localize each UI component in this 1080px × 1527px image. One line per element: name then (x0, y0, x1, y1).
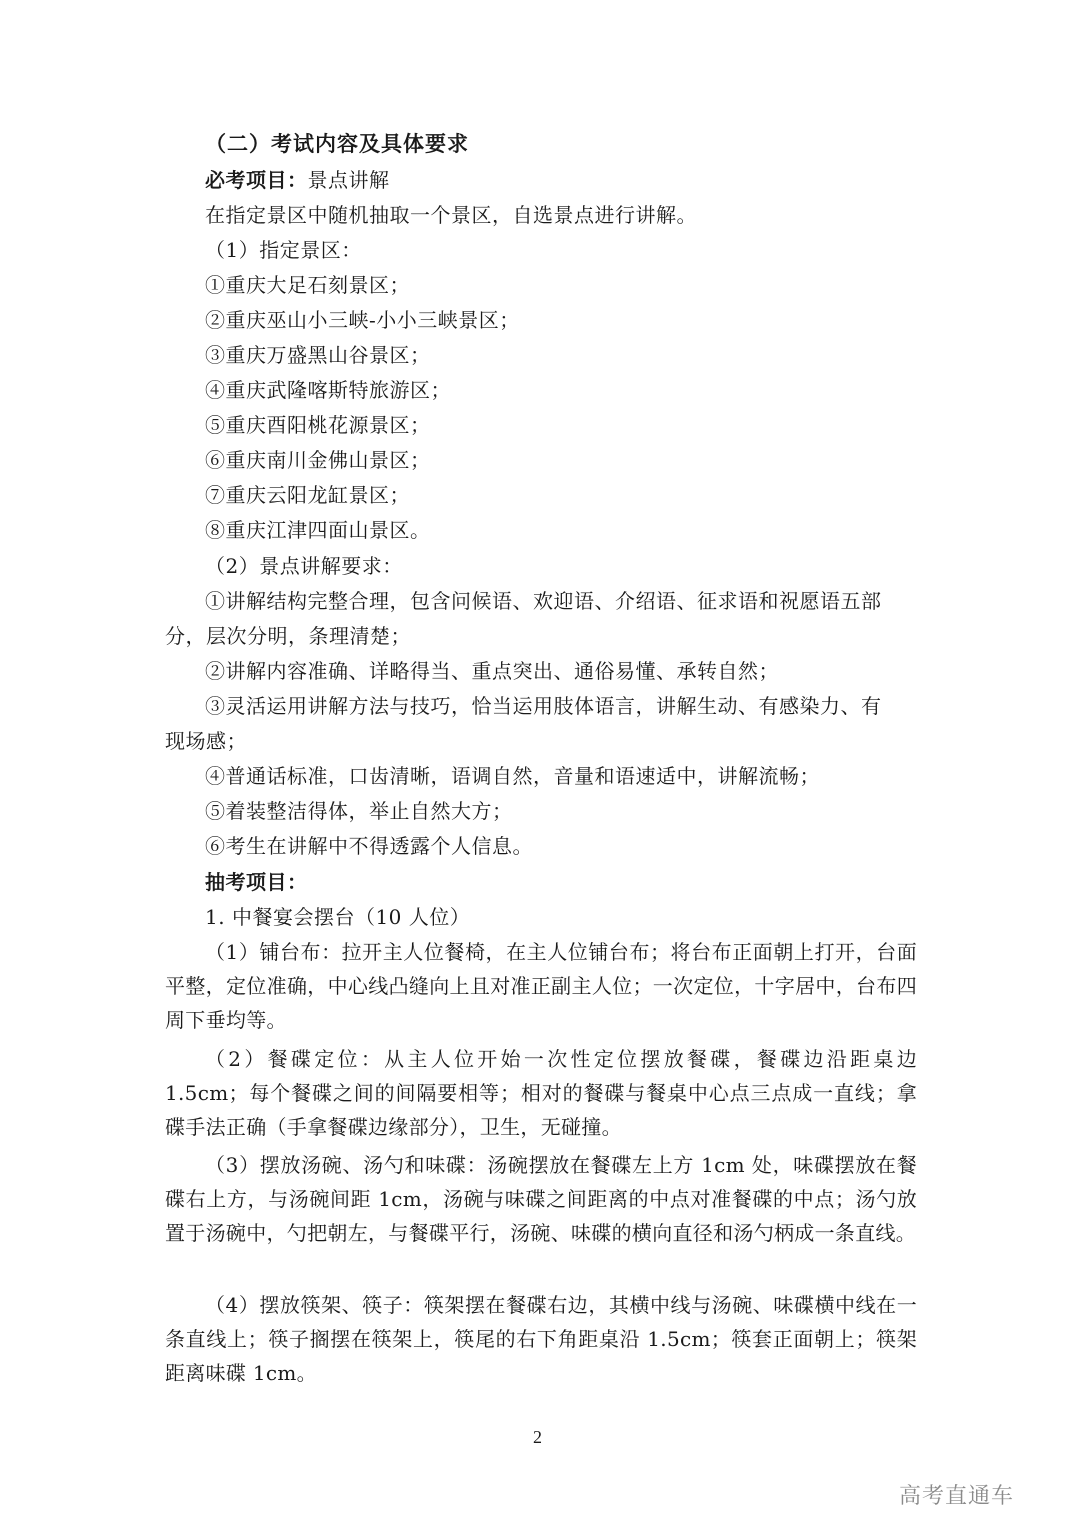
requirement-item-line: ③灵活运用讲解方法与技巧，恰当运用肢体语言，讲解生动、有感染力、有 (205, 694, 882, 718)
optional-item-title: 1. 中餐宴会摆台（10 人位） (205, 905, 471, 929)
requirement-item: ②讲解内容准确、详略得当、重点突出、通俗易懂、承转自然； (205, 659, 779, 683)
optional-item-label: 抽考项目： (205, 870, 308, 894)
scenic-area-item: ⑤重庆酉阳桃花源景区； (205, 413, 431, 437)
scenic-heading: （1）指定景区： (205, 238, 362, 262)
scenic-area-item: ⑦重庆云阳龙缸景区； (205, 483, 410, 507)
requirement-item: ⑤着装整洁得体，举止自然大方； (205, 799, 513, 823)
required-intro: 在指定景区中随机抽取一个景区，自选景点进行讲解。 (205, 203, 697, 227)
page-number: 2 (533, 1427, 542, 1447)
requirement-item-line: 分，层次分明，条理清楚； (165, 624, 411, 648)
setup-step-paragraph: （4）摆放筷架、筷子：筷架摆在餐碟右边，其横中线与汤碗、味碟横中线在一条直线上；筷子搁摆在筷架上，筷尾的右下角距桌沿 1.5cm；筷套正面朝上；筷架距离味碟 1cm。 (165, 1293, 917, 1385)
requirement-item: ④普通话标准，口齿清晰，语调自然，音量和语速适中，讲解流畅； (205, 764, 820, 788)
scenic-area-item: ④重庆武隆喀斯特旅游区； (205, 378, 451, 402)
requirement-item-line: 现场感； (165, 729, 247, 753)
setup-step-paragraph: （1）铺台布：拉开主人位餐椅，在主人位铺台布；将台布正面朝上打开，台面平整，定位准确，中心线凸缝向上且对准正副主人位；一次定位，十字居中，台布四周下垂均等。 (165, 940, 917, 1032)
required-item-line (205, 167, 390, 193)
section-title: （二）考试内容及具体要求 (205, 131, 469, 156)
scenic-area-item: ①重庆大足石刻景区； (205, 273, 410, 297)
watermark-text: 高考直通车 (899, 1484, 1015, 1509)
scenic-area-item: ⑥重庆南川金佛山景区； (205, 448, 431, 472)
requirement-item-line: ①讲解结构完整合理，包含问候语、欢迎语、介绍语、征求语和祝愿语五部 (205, 589, 882, 613)
scenic-area-item: ③重庆万盛黑山谷景区； (205, 343, 431, 367)
requirement-item: ⑥考生在讲解中不得透露个人信息。 (205, 834, 533, 858)
required-item-name: 景点讲解 (307, 168, 390, 192)
scenic-area-item: ⑧重庆江津四面山景区。 (205, 518, 431, 542)
scenic-area-item: ②重庆巫山小三峡-小小三峡景区； (205, 308, 520, 332)
setup-step-paragraph: （2）餐碟定位：从主人位开始一次性定位摆放餐碟，餐碟边沿距桌边 1.5cm；每个餐碟之间的间隔要相等；相对的餐碟与餐桌中心点三点成一直线；拿碟手法正确（手拿餐碟边缘部分），卫生，无碰撞。 (165, 1047, 917, 1139)
required-item-label: 必考项目： (205, 168, 308, 192)
setup-step-paragraph: （3）摆放汤碗、汤勺和味碟：汤碗摆放在餐碟左上方 1cm 处，味碟摆放在餐碟右上方，与汤碗间距 1cm，汤碗与味碟之间距离的中点对准餐碟的中点；汤勺放置于汤碗中，勺把朝左，与餐碟平行，汤碗、味碟的横向直径和汤勺柄成一条直线。 (165, 1153, 917, 1245)
requirements-heading: （2）景点讲解要求： (205, 554, 403, 578)
